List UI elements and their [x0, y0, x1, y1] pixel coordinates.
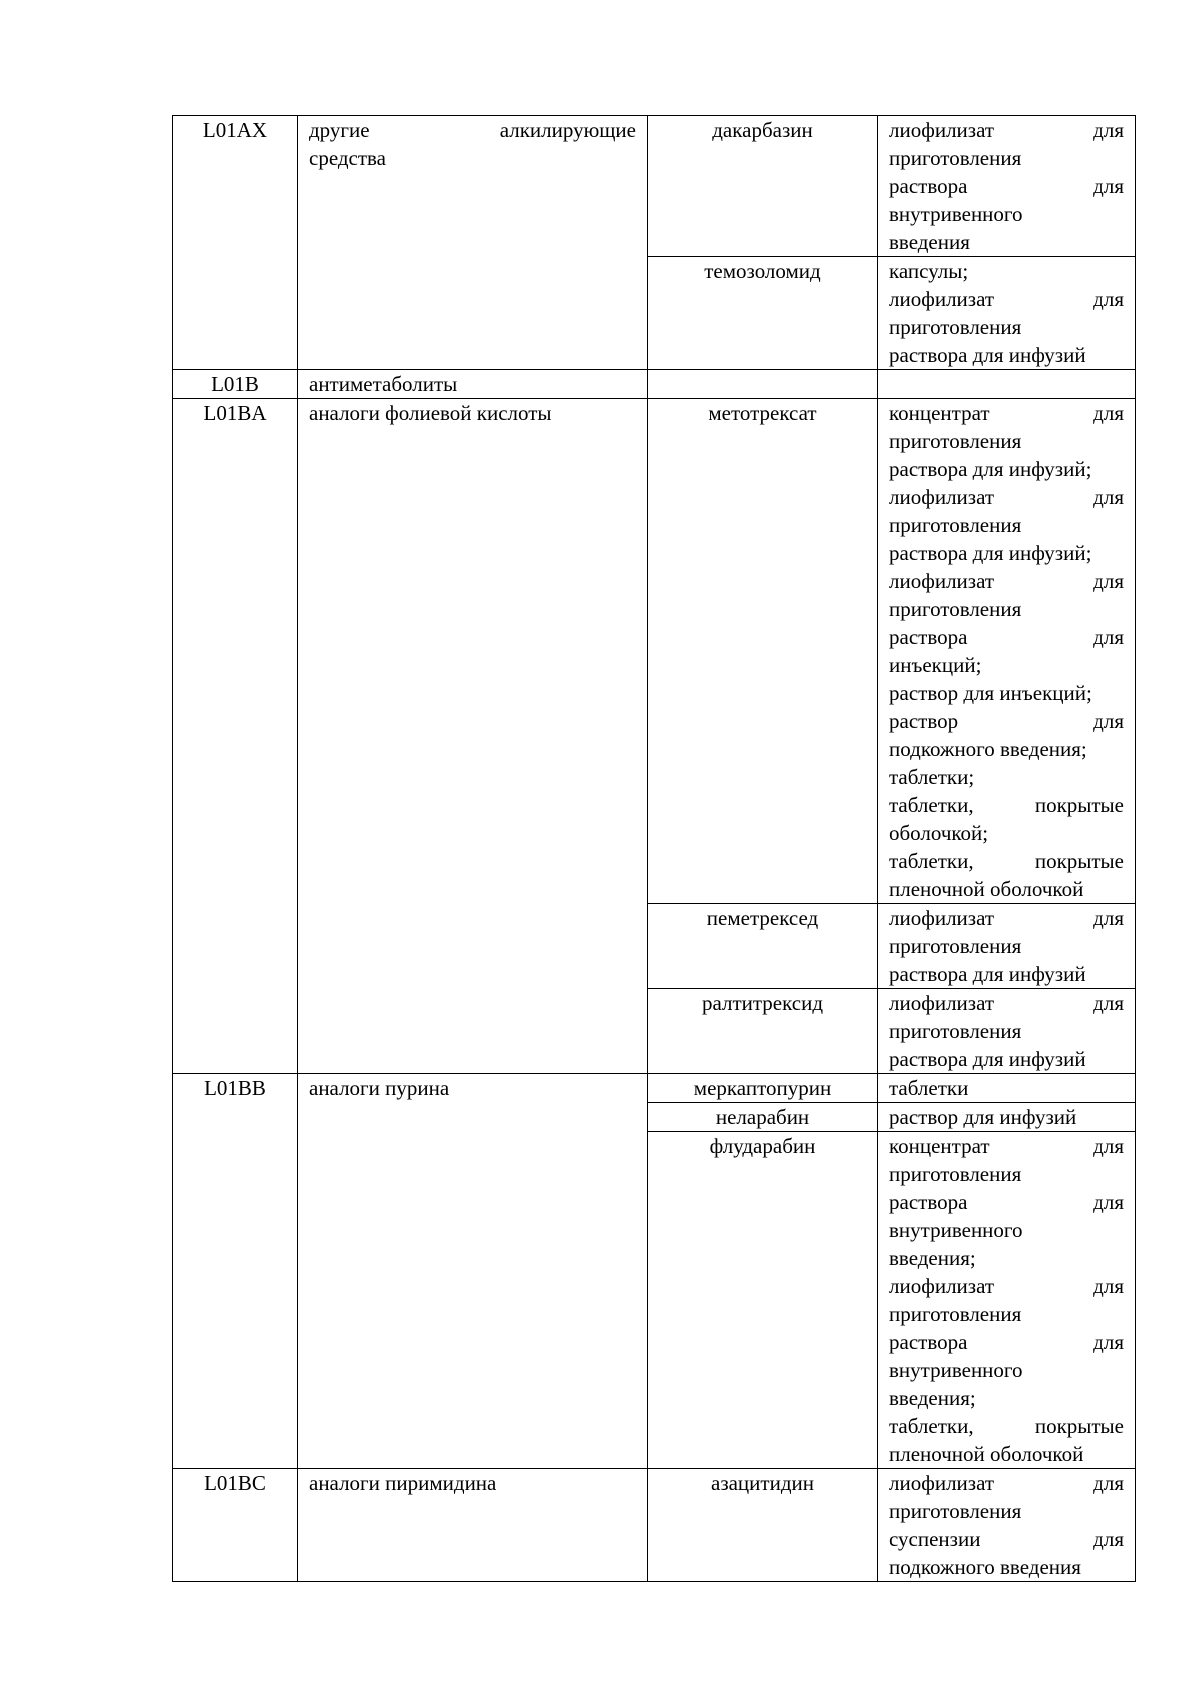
dosage-form-cell — [878, 370, 1136, 399]
dosage-form-line: лиофилизат для — [889, 569, 1124, 593]
dosage-form-line: концентрат для — [889, 401, 1124, 425]
atc-code-cell: L01BB — [173, 1074, 298, 1469]
atc-code-cell: L01B — [173, 370, 298, 399]
dosage-form-line: подкожного введения; — [889, 737, 1087, 761]
dosage-form-line: инъекций; — [889, 653, 982, 677]
dosage-form-line: раствор для инфузий — [889, 1105, 1077, 1129]
dosage-form-line: лиофилизат для — [889, 287, 1124, 311]
dosage-form-line: таблетки; — [889, 765, 975, 789]
dosage-form-line: концентрат для — [889, 1134, 1124, 1158]
dosage-form-line: пленочной оболочкой — [889, 877, 1084, 901]
drug-name-cell: меркаптопурин — [648, 1074, 878, 1103]
dosage-form-line: лиофилизат для — [889, 1274, 1124, 1298]
dosage-form-line: приготовления — [889, 1162, 1022, 1186]
table-row — [173, 116, 1136, 257]
dosage-form-line: подкожного введения — [889, 1555, 1081, 1579]
dosage-form-line: капсулы; — [889, 259, 969, 283]
atc-code-cell: L01AX — [173, 116, 298, 370]
drug-name-cell — [648, 370, 878, 399]
atc-code-cell: L01BC — [173, 1469, 298, 1582]
dosage-form-line: лиофилизат для — [889, 991, 1124, 1015]
dosage-form-cell — [878, 257, 1136, 370]
table-row — [173, 399, 1136, 904]
anatomical-group-cell: антиметаболиты — [298, 370, 648, 399]
group-text-line: другие алкилирующие — [309, 118, 636, 142]
dosage-form-cell — [878, 1132, 1136, 1469]
dosage-form-cell — [878, 1074, 1136, 1103]
dosage-form-line: раствора для — [889, 625, 1124, 649]
table-row — [173, 1469, 1136, 1582]
dosage-form-line: таблетки — [889, 1076, 969, 1100]
table-row — [173, 370, 1136, 399]
dosage-form-cell — [878, 1469, 1136, 1582]
dosage-form-cell — [878, 399, 1136, 904]
drug-name-cell: азацитидин — [648, 1469, 878, 1582]
dosage-form-line: раствор для — [889, 709, 1124, 733]
drug-name-cell: дакарбазин — [648, 116, 878, 257]
anatomical-group-cell — [298, 116, 648, 370]
dosage-form-line: лиофилизат для — [889, 906, 1124, 930]
dosage-form-line: приготовления — [889, 597, 1022, 621]
dosage-form-line: внутривенного — [889, 1358, 1023, 1382]
drug-name-cell: метотрексат — [648, 399, 878, 904]
table-body — [173, 116, 1136, 1582]
dosage-form-line: раствора для инфузий — [889, 343, 1086, 367]
anatomical-group-cell: аналоги пурина — [298, 1074, 648, 1469]
dosage-form-line: внутривенного — [889, 1218, 1023, 1242]
dosage-form-line: приготовления — [889, 315, 1022, 339]
dosage-form-line: приготовления — [889, 1499, 1022, 1523]
drug-name-cell: флударабин — [648, 1132, 878, 1469]
dosage-form-line: таблетки, покрытые — [889, 849, 1124, 873]
dosage-form-line: лиофилизат для — [889, 1471, 1124, 1495]
dosage-form-line: лиофилизат для — [889, 485, 1124, 509]
drug-name-cell: неларабин — [648, 1103, 878, 1132]
dosage-form-line: введения; — [889, 1246, 976, 1270]
dosage-form-cell — [878, 904, 1136, 989]
drug-name-cell: пеметрексед — [648, 904, 878, 989]
dosage-form-line: оболочкой; — [889, 821, 989, 845]
dosage-form-line: приготовления — [889, 429, 1022, 453]
dosage-form-line: лиофилизат для — [889, 118, 1124, 142]
dosage-form-line: приготовления — [889, 513, 1022, 537]
group-text-line: средства — [309, 146, 387, 170]
dosage-form-line: раствора для — [889, 1330, 1124, 1354]
dosage-form-line: введения — [889, 230, 970, 254]
dosage-form-cell — [878, 1103, 1136, 1132]
anatomical-group-cell: аналоги фолиевой кислоты — [298, 399, 648, 1074]
dosage-form-line: введения; — [889, 1386, 976, 1410]
dosage-form-line: суспензии для — [889, 1527, 1124, 1551]
drug-name-cell: темозоломид — [648, 257, 878, 370]
dosage-form-line: пленочной оболочкой — [889, 1442, 1084, 1466]
dosage-form-line: таблетки, покрытые — [889, 1414, 1124, 1438]
dosage-form-line: раствора для инфузий — [889, 962, 1086, 986]
atc-code-cell: L01BA — [173, 399, 298, 1074]
dosage-form-line: раствора для — [889, 1190, 1124, 1214]
table-row — [173, 1074, 1136, 1103]
dosage-form-line: раствор для инъекций; — [889, 681, 1092, 705]
dosage-form-line: раствора для инфузий; — [889, 541, 1092, 565]
drug-table — [172, 115, 1136, 1582]
dosage-form-cell — [878, 989, 1136, 1074]
anatomical-group-cell: аналоги пиримидина — [298, 1469, 648, 1582]
dosage-form-line: раствора для — [889, 174, 1124, 198]
dosage-form-line: приготовления — [889, 934, 1022, 958]
dosage-form-line: таблетки, покрытые — [889, 793, 1124, 817]
drug-name-cell: ралтитрексид — [648, 989, 878, 1074]
dosage-form-line: приготовления — [889, 1019, 1022, 1043]
dosage-form-cell — [878, 116, 1136, 257]
dosage-form-line: раствора для инфузий — [889, 1047, 1086, 1071]
dosage-form-line: приготовления — [889, 146, 1022, 170]
dosage-form-line: внутривенного — [889, 202, 1023, 226]
dosage-form-line: приготовления — [889, 1302, 1022, 1326]
dosage-form-line: раствора для инфузий; — [889, 457, 1092, 481]
